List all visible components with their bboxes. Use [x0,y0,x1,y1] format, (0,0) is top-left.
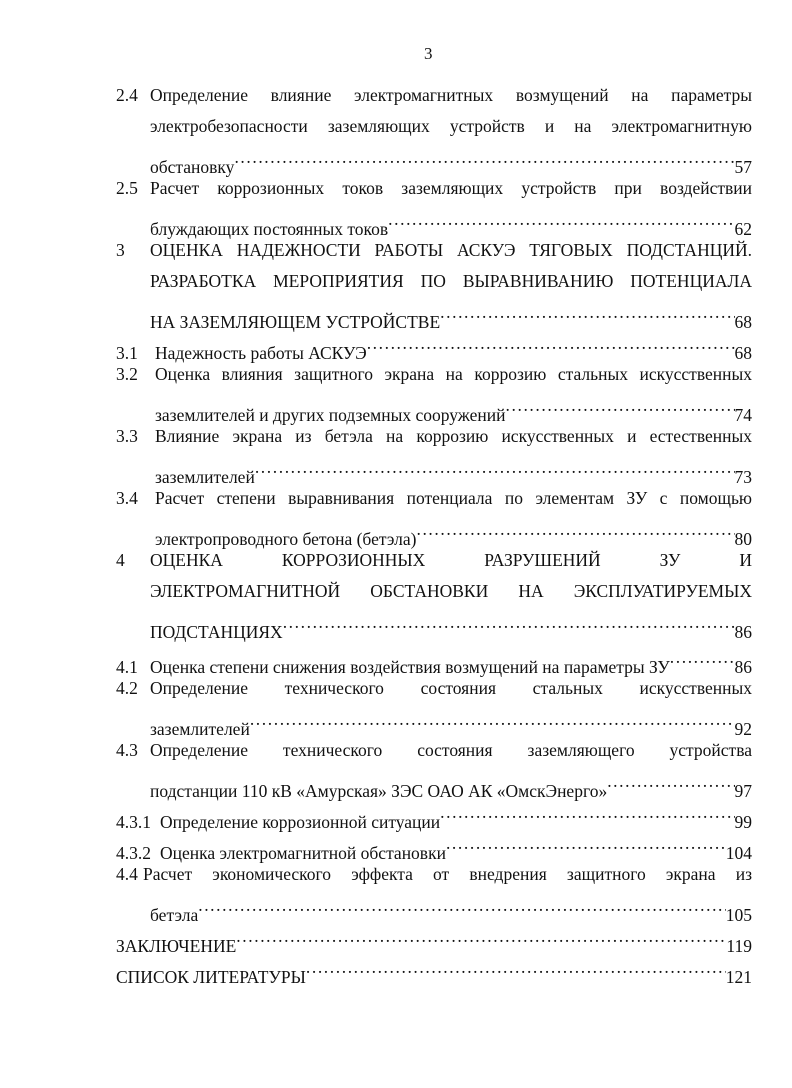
toc-page: 68 [734,312,752,332]
toc-text: Оценка степени снижения воздействия возмущений на параметры ЗУ [150,657,670,677]
toc-page: 68 [734,343,752,363]
dot-leader [236,921,726,952]
toc-number: 3 [116,240,125,260]
toc-text: Расчет коррозионных токов заземляющих устройств при воздействии [150,178,752,198]
toc-text: Определение технического состояния заземляющего устройства [150,740,752,760]
toc-number: 4.3 [116,740,138,760]
toc-text: заземлителей [155,467,255,487]
toc-text: Определение технического состояния стальных искусственных [150,678,752,698]
toc-entry-2-4[interactable] [116,80,752,111]
toc-page: 99 [734,812,752,832]
toc-entry-3-2[interactable] [116,359,752,390]
toc-entry-4-2[interactable] [116,673,752,704]
toc-text: Оценка влияния защитного экрана на коррозию стальных искусственных [155,364,752,384]
dot-leader [440,797,734,828]
toc-number: 4.3.2 [116,843,151,863]
dot-leader [416,514,734,545]
toc-text: электробезопасности заземляющих устройств и на электромагнитную [150,116,752,136]
toc-number: 4.3.1 [116,812,151,832]
toc-text: ЭЛЕКТРОМАГНИТНОЙ ОБСТАНОВКИ НА ЭКСПЛУАТИРУЕМЫХ [150,581,752,601]
toc-text: подстанции 110 кВ «Амурская» ЗЭС ОАО АК «ОмскЭнерго» [150,781,608,801]
toc-number: 4.4 [116,864,138,884]
toc-number: 4.1 [116,657,138,677]
dot-leader [198,890,726,921]
toc-text: бетэла [150,905,199,925]
toc-number: 3.1 [116,343,138,363]
toc-page: 73 [734,467,752,487]
toc-text: СПИСОК ЛИТЕРАТУРЫ [116,967,306,987]
toc-text: ПОДСТАНЦИЯХ [150,622,283,642]
dot-leader [283,607,735,638]
dot-leader [506,390,735,421]
dot-leader [306,952,726,983]
toc-text: ОЦЕНКА НАДЕЖНОСТИ РАБОТЫ АСКУЭ ТЯГОВЫХ ПОДСТАНЦИЙ. [150,240,752,260]
toc-text: Определение влияние электромагнитных возмущений на параметры [150,85,752,105]
toc-number: 2.4 [116,85,138,105]
toc-entry-3[interactable] [116,235,752,266]
toc-number: 4 [116,550,125,570]
toc-text: Определение коррозионной ситуации [160,812,441,832]
toc-page: 62 [734,219,752,239]
toc-entry-2-5[interactable] [116,173,752,204]
toc-text: ЗАКЛЮЧЕНИЕ [116,936,237,956]
toc-text: РАЗРАБОТКА МЕРОПРИЯТИЯ ПО ВЫРАВНИВАНИЮ ПОТЕНЦИАЛА [150,271,752,291]
toc-page: 119 [726,936,752,956]
dot-leader [440,297,734,328]
toc-text: Оценка электромагнитной обстановки [160,843,446,863]
toc-page: 86 [734,657,752,677]
toc-text: блуждающих постоянных токов [150,219,389,239]
toc-text: ОЦЕНКА КОРРОЗИОННЫХ РАЗРУШЕНИЙ ЗУ И [150,550,752,570]
dot-leader [388,204,734,235]
toc-page: 57 [734,157,752,177]
toc-text: Расчет степени выравнивания потенциала по элементам ЗУ с помощью [155,488,752,508]
toc-page: 105 [725,905,752,925]
toc-text: НА ЗАЗЕМЛЯЮЩЕМ УСТРОЙСТВЕ [150,312,441,332]
toc-entry-conclusion[interactable] [116,921,752,956]
toc-number: 3.4 [116,488,138,508]
toc-page: 104 [725,843,752,863]
dot-leader [670,642,735,673]
table-of-contents [116,80,752,987]
dot-leader [367,328,735,359]
toc-entry-3-4[interactable] [116,483,752,514]
toc-text: Надежность работы АСКУЭ [155,343,367,363]
toc-entry-4-3[interactable] [116,735,752,766]
toc-page: 92 [734,719,752,739]
dot-leader [607,766,734,797]
page-number: 3 [424,44,433,63]
toc-page: 80 [734,529,752,549]
toc-text: заземлителей [150,719,250,739]
dot-leader [446,828,726,859]
toc-number: 3.3 [116,426,138,446]
toc-text: обстановку [150,157,235,177]
toc-text: заземлителей и других подземных сооружений [155,405,506,425]
toc-number: 4.2 [116,678,138,698]
dot-leader [255,452,735,483]
toc-number: 3.2 [116,364,138,384]
toc-page: 86 [734,622,752,642]
toc-entry-4-4[interactable] [116,859,752,890]
toc-page: 121 [725,967,752,987]
toc-entry-4[interactable] [116,545,752,576]
dot-leader [234,142,734,173]
dot-leader [250,704,735,735]
toc-text: Влияние экрана из бетэла на коррозию искусственных и естественных [155,426,752,446]
toc-page: 74 [734,405,752,425]
toc-text: Расчет экономического эффекта от внедрения защитного экрана из [143,864,752,884]
toc-text: электропроводного бетона (бетэла) [155,529,417,549]
toc-page: 97 [734,781,752,801]
toc-entry-3-3[interactable] [116,421,752,452]
toc-number: 2.5 [116,178,138,198]
